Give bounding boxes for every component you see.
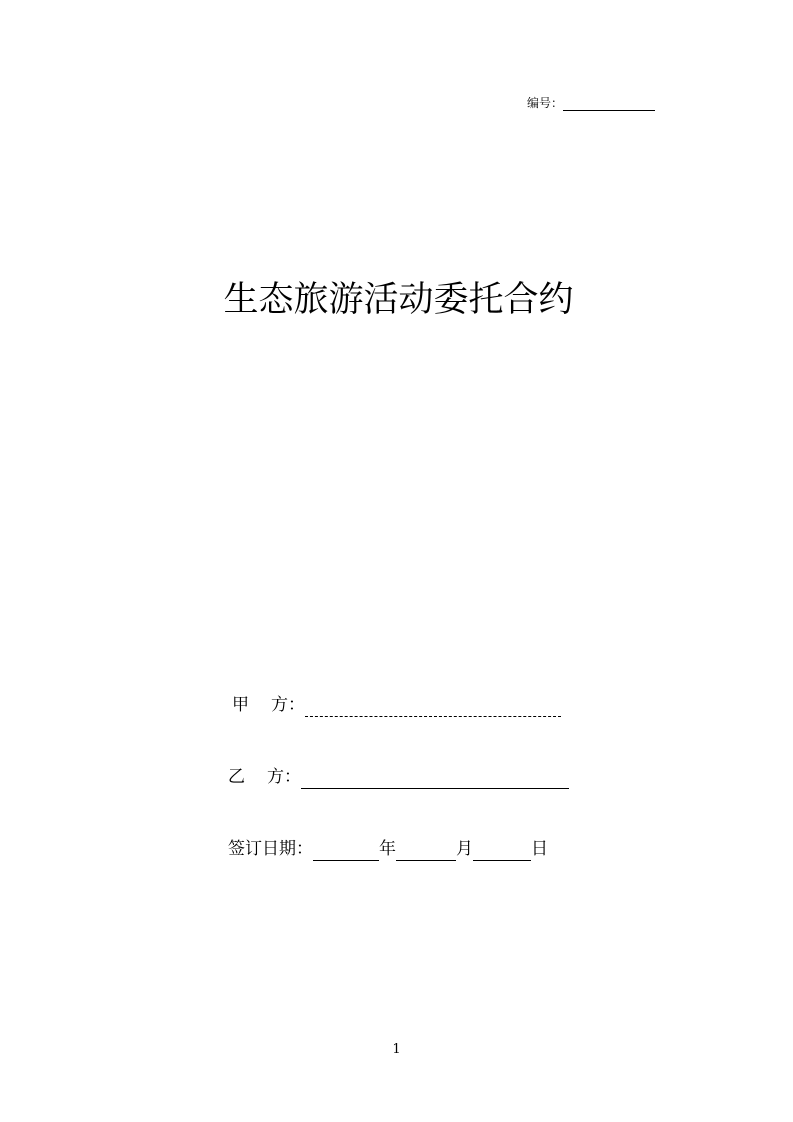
doc-number-label: 编号： — [527, 96, 564, 110]
party-b-row — [228, 765, 569, 789]
doc-number-blank[interactable] — [563, 96, 655, 111]
party-a-label-2: 方： — [271, 695, 305, 715]
party-b-label-1: 乙 — [228, 767, 245, 787]
sign-date-row — [228, 837, 548, 861]
doc-number — [527, 95, 655, 111]
month-blank[interactable] — [396, 840, 456, 861]
year-blank[interactable] — [313, 840, 379, 861]
party-b-blank[interactable] — [301, 768, 569, 789]
day-label: 日 — [531, 839, 548, 859]
party-a-label-1: 甲 — [232, 695, 249, 715]
page-number: 1 — [392, 1042, 401, 1057]
party-a-blank[interactable] — [305, 696, 561, 717]
party-b-label-2: 方： — [267, 767, 301, 787]
document-title: 生态旅游活动委托合约 — [223, 280, 574, 320]
sign-date-label: 签订日期： — [228, 839, 313, 859]
month-label: 月 — [456, 839, 473, 859]
day-blank[interactable] — [473, 840, 531, 861]
year-label: 年 — [379, 839, 396, 859]
party-a-row — [232, 693, 561, 717]
